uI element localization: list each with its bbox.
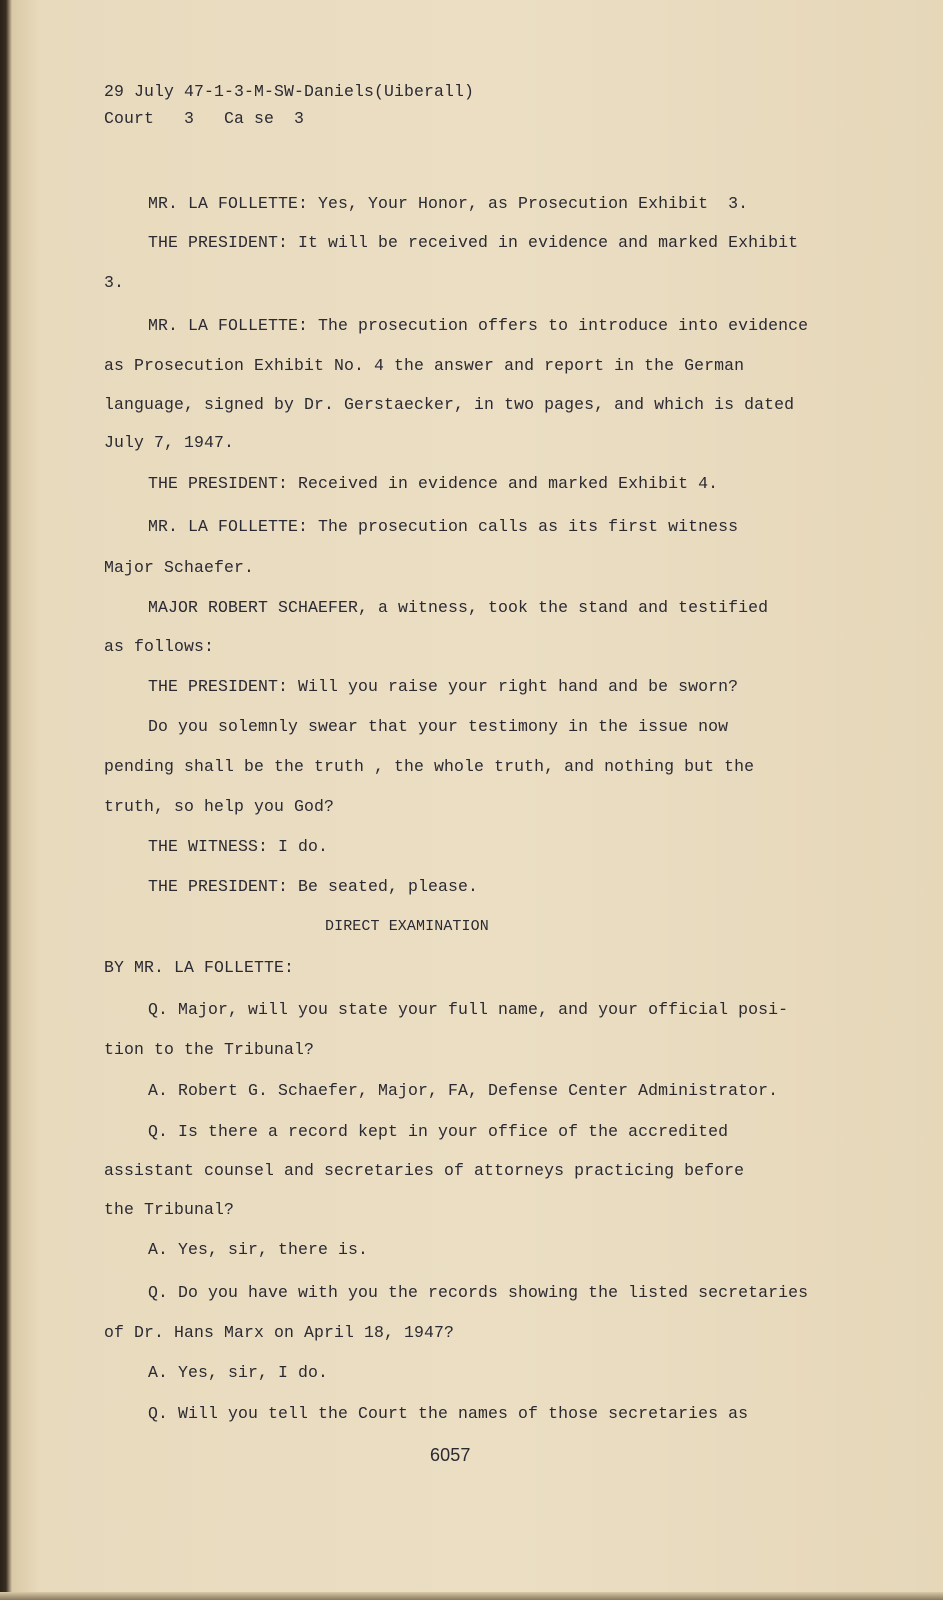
section-heading: DIRECT EXAMINATION [325, 918, 489, 935]
transcript-line: as follows: [104, 637, 215, 656]
transcript-line: the Tribunal? [104, 1200, 235, 1219]
transcript-line: MAJOR ROBERT SCHAEFER, a witness, took the stand and testified [148, 598, 769, 617]
transcript-line: BY MR. LA FOLLETTE: [104, 958, 295, 977]
transcript-line: assistant counsel and secretaries of attorneys practicing before [104, 1161, 745, 1180]
transcript-line: A. Yes, sir, I do. [148, 1363, 329, 1382]
transcript-line: A. Yes, sir, there is. [148, 1240, 369, 1259]
transcript-line: of Dr. Hans Marx on April 18, 1947? [104, 1323, 455, 1342]
transcript-line: tion to the Tribunal? [104, 1040, 315, 1059]
transcript-line: language, signed by Dr. Gerstaecker, in two pages, and which is dated [104, 395, 795, 414]
transcript-line: THE PRESIDENT: Received in evidence and marked Exhibit 4. [148, 474, 719, 493]
transcript-line: Q. Major, will you state your full name, and your official posi- [148, 1000, 789, 1019]
transcript-line: MR. LA FOLLETTE: The prosecution calls as its first witness [148, 517, 739, 536]
header-court-case: Court 3 Ca se 3 [104, 109, 305, 128]
transcript-line: MR. LA FOLLETTE: The prosecution offers to introduce into evidence [148, 316, 809, 335]
page-bottom-edge [0, 1592, 943, 1600]
transcript-line: July 7, 1947. [104, 433, 235, 452]
page-number: 6057 [430, 1445, 471, 1465]
transcript-line: as Prosecution Exhibit No. 4 the answer and report in the German [104, 356, 745, 375]
transcript-line: Q. Will you tell the Court the names of those secretaries as [148, 1404, 749, 1423]
header-reference: 29 July 47-1-3-M-SW-Daniels(Uiberall) [104, 82, 475, 101]
transcript-line: Q. Is there a record kept in your office of the accredited [148, 1122, 729, 1141]
transcript-line: truth, so help you God? [104, 797, 335, 816]
transcript-line: THE PRESIDENT: Be seated, please. [148, 877, 479, 896]
transcript-line: MR. LA FOLLETTE: Yes, Your Honor, as Prosecution Exhibit 3. [148, 194, 749, 213]
transcript-line: Do you solemnly swear that your testimony in the issue now [148, 717, 729, 736]
transcript-line: THE PRESIDENT: It will be received in evidence and marked Exhibit [148, 233, 799, 252]
transcript-line: Major Schaefer. [104, 558, 255, 577]
transcript-line: A. Robert G. Schaefer, Major, FA, Defense Center Administrator. [148, 1081, 779, 1100]
transcript-line: THE WITNESS: I do. [148, 837, 329, 856]
transcript-line: pending shall be the truth , the whole truth, and nothing but the [104, 757, 755, 776]
transcript-line: Q. Do you have with you the records showing the listed secretaries [148, 1283, 809, 1302]
transcript-line: THE PRESIDENT: Will you raise your right hand and be sworn? [148, 677, 739, 696]
transcript-line: 3. [104, 273, 125, 292]
